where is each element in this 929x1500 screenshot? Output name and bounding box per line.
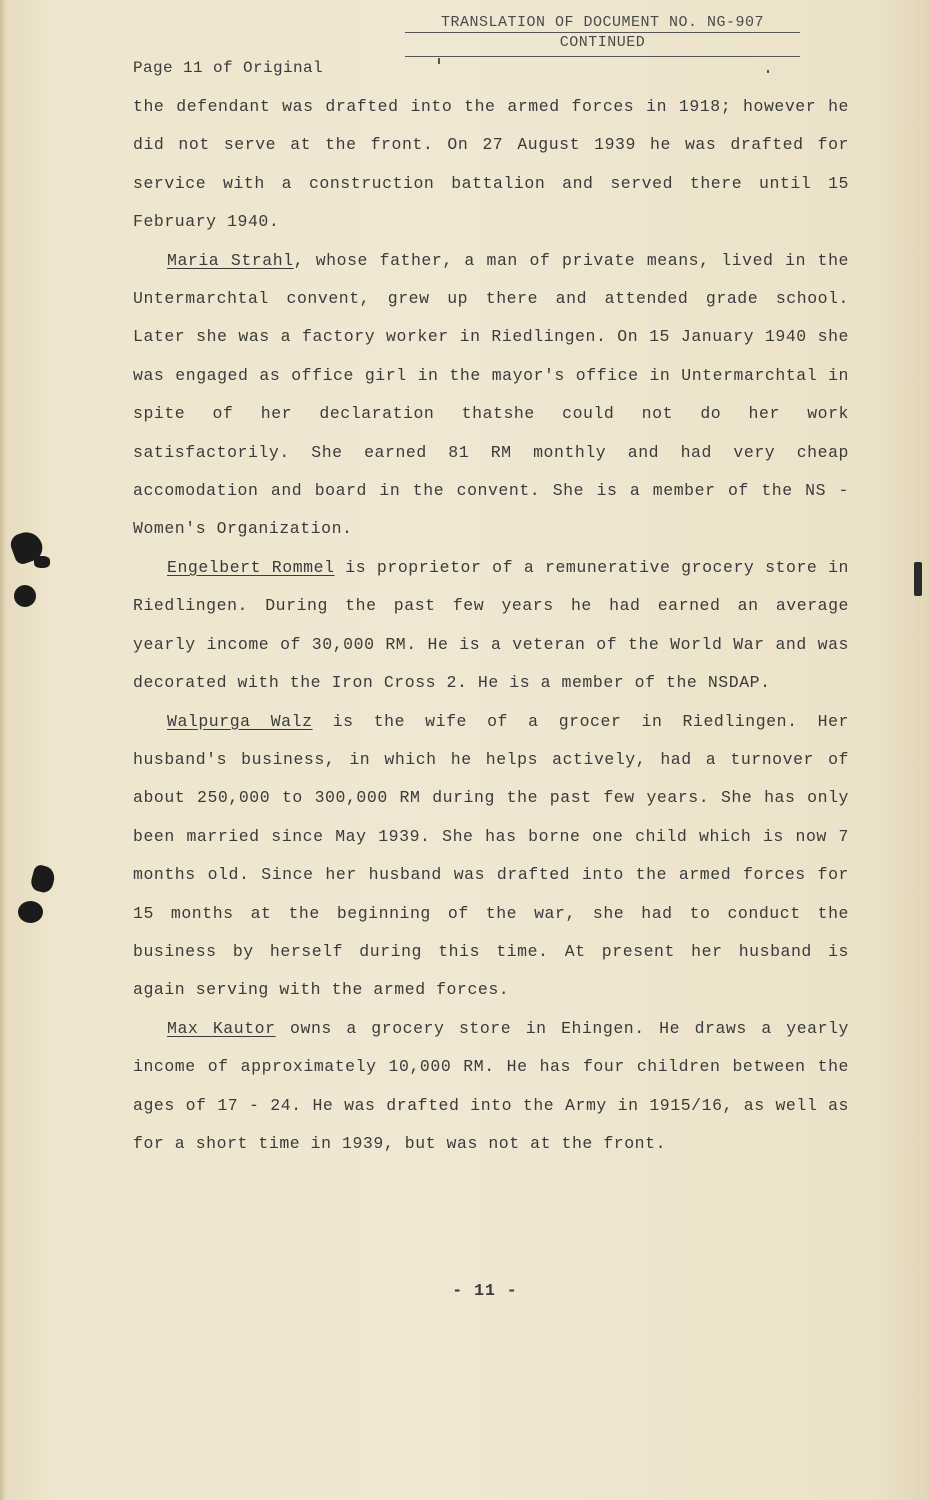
binding-mark-top-tail [34, 556, 50, 568]
header-continued: CONTINUED [559, 34, 646, 51]
binding-mark-bottom [29, 864, 57, 895]
body-text [133, 88, 849, 1163]
punch-hole-top [14, 585, 36, 607]
paragraph-text: the defendant was drafted into the armed forces in 1918; however he did not serve at the front. On 27 August 1939 he was drafted for service with a construction battalion and served there until 15 February 1940. [133, 97, 849, 232]
page-reference: Page 11 of Original [133, 59, 324, 77]
paragraph-5 [133, 1010, 849, 1164]
paragraph-text: owns a grocery store in Ehingen. He draws a yearly income of approximately 10,000 RM. He has four children between the ages of 17 - 24. He was drafted into the Army in 1915/16, as well as for a short time in 1939, but was not at the front. [133, 1018, 849, 1153]
paragraph-4 [133, 703, 849, 1010]
tick-mark [438, 58, 440, 64]
person-name: Walpurga Walz [167, 711, 313, 731]
person-name: Maria Strahl [167, 250, 294, 270]
paragraph-text: is proprietor of a remunerative grocery store in Riedlingen. During the past few years he had earned an average yearly income of 30,000 RM. He is a veteran of the World War and was decorated with the Iron Cross 2. He is a member of the NSDAP. [133, 557, 849, 693]
person-name: Max Kautor [167, 1018, 276, 1038]
paragraph-1 [133, 88, 849, 242]
person-name: Engelbert Rommel [167, 557, 335, 577]
header-title: TRANSLATION OF DOCUMENT NO. NG-907 [405, 14, 800, 33]
paragraph-text: , whose father, a man of private means, lived in the Untermarchtal convent, grew up there and attended grade school. Later she was a factory worker in Riedlingen. On 15 January 1940 she was engaged as office girl in the mayor's office in Untermarchtal in spite of her declaration thatshe could not do her work satisfactorily. She earned 81 RM monthly and had very cheap accomodation and board in the convent. She is a member of the NS - Women's Organization. [133, 250, 850, 539]
paragraph-3 [133, 549, 849, 703]
document-header [405, 14, 800, 57]
right-edge-mark [914, 562, 922, 596]
tick-mark [767, 70, 769, 73]
punch-hole-bottom [18, 901, 43, 923]
header-rule [405, 56, 800, 57]
page-edge-shadow [0, 0, 6, 1500]
paragraph-2 [133, 242, 849, 549]
page-number: - 11 - [452, 1281, 518, 1300]
paragraph-text: is the wife of a grocer in Riedlingen. Her husband's business, in which he helps actively, had a turnover of about 250,000 to 300,000 RM during the past few years. She has only been married since May 1939. She has borne one child which is now 7 months old. Since her husband was drafted into the armed forces for 15 months at the beginning of the war, she had to conduct the business by herself during this time. At present her husband is again serving with the armed forces. [133, 711, 849, 1000]
